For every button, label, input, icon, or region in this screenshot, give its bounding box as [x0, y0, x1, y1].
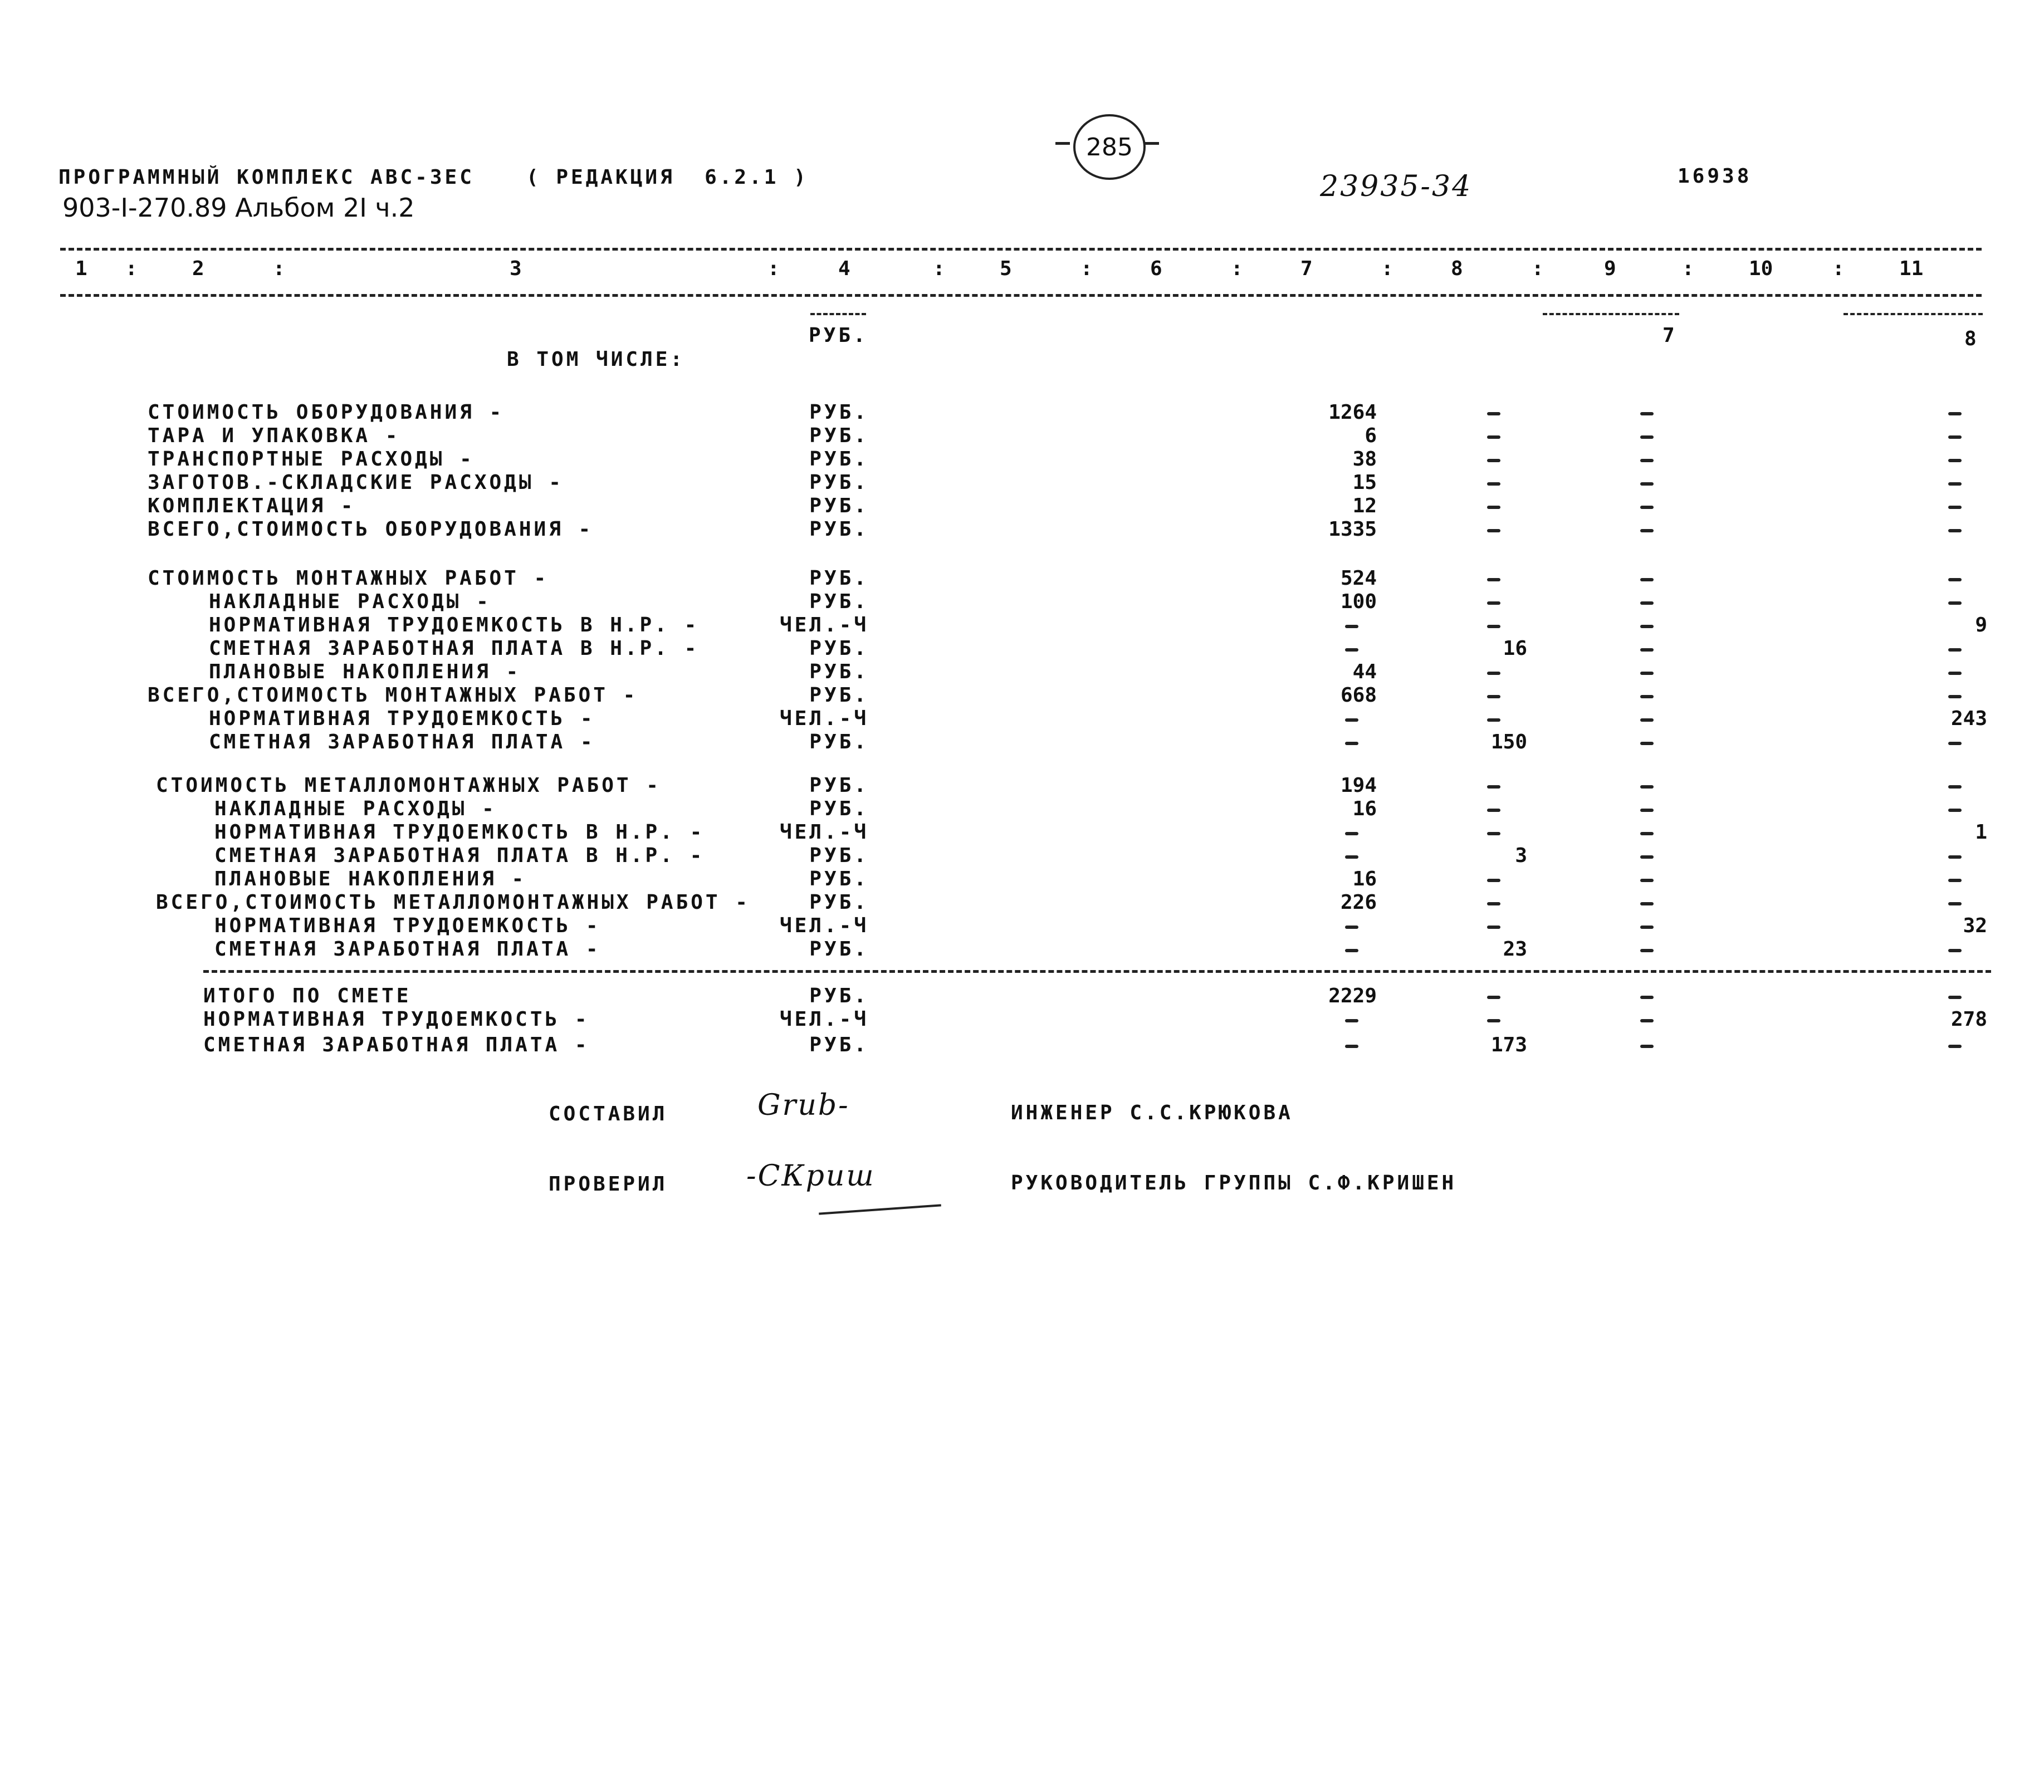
cell-c7: 16 [1352, 868, 1377, 890]
section-label: В ТОМ ЧИСЛЕ: [507, 348, 686, 371]
header-rule-bottom [60, 294, 1982, 297]
cell-c8-dash [1487, 902, 1500, 905]
column-number-7: 7 [1300, 257, 1313, 280]
row-unit: ЧЕЛ.-Ч [779, 1008, 869, 1031]
cell-c11-dash [1948, 695, 1962, 698]
row-label: СТОИМОСТЬ ОБОРУДОВАНИЯ - [148, 401, 505, 424]
row-unit: РУБ. [809, 868, 869, 890]
cell-c11: 278 [1950, 1008, 1987, 1031]
cell-c7: 194 [1340, 774, 1377, 797]
column-separator: : [273, 257, 285, 280]
handwritten-code: 23935-34 [1320, 170, 1473, 203]
page-number: 285 [1086, 133, 1133, 161]
cell-c11-dash [1948, 785, 1962, 789]
cell-c11-dash [1948, 601, 1962, 605]
cell-c8-dash [1487, 832, 1500, 835]
column-number-6: 6 [1150, 257, 1162, 280]
row-label: СМЕТНАЯ ЗАРАБОТНАЯ ПЛАТА В Н.Р. - [209, 637, 700, 660]
cell-c11-dash [1948, 435, 1962, 439]
column-separator: : [1532, 257, 1544, 280]
row-label: НАКЛАДНЫЕ РАСХОДЫ - [214, 797, 497, 820]
cell-c8: 150 [1490, 731, 1527, 753]
cell-c7: 15 [1352, 471, 1377, 494]
cell-c8-dash [1487, 672, 1500, 675]
cell-c11: 243 [1950, 707, 1987, 730]
cell-c7: 100 [1340, 590, 1377, 613]
row-unit: ЧЕЛ.-Ч [779, 821, 869, 844]
col9-underline [1543, 313, 1679, 315]
column-separator: : [1682, 257, 1694, 280]
program-name: ПРОГРАММНЫЙ КОМПЛЕКС АВС-3ЕС [58, 166, 475, 189]
row-unit: РУБ. [809, 938, 869, 961]
row-label: ПЛАНОВЫЕ НАКОПЛЕНИЯ - [209, 660, 521, 683]
cell-c8: 3 [1515, 844, 1527, 867]
cell-c11-dash [1948, 949, 1962, 952]
cell-c11-dash [1948, 482, 1962, 486]
row-label: ПЛАНОВЫЕ НАКОПЛЕНИЯ - [214, 868, 527, 890]
column-separator: : [1231, 257, 1243, 280]
row-unit: ЧЕЛ.-Ч [779, 707, 869, 730]
cell-c9-dash [1640, 695, 1654, 698]
cell-c9-dash [1640, 672, 1654, 675]
cell-c11-dash [1948, 529, 1962, 532]
column-separator: : [1381, 257, 1393, 280]
cell-c9-dash [1640, 742, 1654, 745]
row-unit: РУБ. [809, 985, 869, 1007]
cell-c7: 1264 [1328, 401, 1377, 424]
cell-c11-dash [1948, 1045, 1962, 1048]
cell-c7-dash [1345, 1045, 1358, 1048]
cell-c8-dash [1487, 412, 1500, 415]
column-separator: : [1832, 257, 1845, 280]
compiled-signature: Grub- [757, 1089, 850, 1122]
cell-c9-dash [1640, 578, 1654, 581]
cell-c7: 6 [1365, 424, 1377, 447]
cell-c8: 23 [1503, 938, 1527, 961]
column-number-5: 5 [1000, 257, 1012, 280]
row-unit: РУБ. [809, 567, 869, 590]
cell-c9-dash [1640, 435, 1654, 439]
cell-c8-dash [1487, 809, 1500, 812]
cell-c8-dash [1487, 879, 1500, 882]
row-label: КОМПЛЕКТАЦИЯ - [148, 494, 356, 517]
column-number-10: 10 [1749, 257, 1773, 280]
cell-c8-dash [1487, 625, 1500, 628]
top-row-col9: 7 [1662, 324, 1675, 347]
cell-c11: 32 [1963, 914, 1987, 937]
cell-c9-dash [1640, 996, 1654, 999]
cell-c11-dash [1948, 672, 1962, 675]
row-label: ТРАНСПОРТНЫЕ РАСХОДЫ - [148, 448, 475, 471]
cell-c7-dash [1345, 926, 1358, 929]
cell-c11-dash [1948, 648, 1962, 652]
cell-c8: 16 [1503, 637, 1527, 660]
row-label: ВСЕГО,СТОИМОСТЬ ОБОРУДОВАНИЯ - [148, 518, 594, 541]
row-label: СМЕТНАЯ ЗАРАБОТНАЯ ПЛАТА - [214, 938, 601, 961]
cell-c7: 524 [1340, 567, 1377, 590]
cell-c9-dash [1640, 785, 1654, 789]
row-unit: РУБ. [809, 518, 869, 541]
row-label: ВСЕГО,СТОИМОСТЬ МОНТАЖНЫХ РАБОТ - [148, 684, 638, 707]
cell-c8-dash [1487, 435, 1500, 439]
row-label: ВСЕГО,СТОИМОСТЬ МЕТАЛЛОМОНТАЖНЫХ РАБОТ - [156, 891, 750, 914]
row-unit: РУБ. [809, 684, 869, 707]
row-label: ТАРА И УПАКОВКА - [148, 424, 400, 447]
row-unit: РУБ. [809, 637, 869, 660]
cell-c11-dash [1948, 996, 1962, 999]
doc-number: 16938 [1678, 165, 1752, 188]
cell-c9-dash [1640, 506, 1654, 509]
col11-underline [1843, 313, 1983, 315]
cell-c11: 1 [1975, 821, 1987, 844]
column-number-3: 3 [510, 257, 522, 280]
cell-c9-dash [1640, 902, 1654, 905]
cell-c9-dash [1640, 529, 1654, 532]
row-unit: РУБ. [809, 660, 869, 683]
row-unit: РУБ. [809, 424, 869, 447]
cell-c11-dash [1948, 879, 1962, 882]
column-separator: : [125, 257, 138, 280]
row-label: ИТОГО ПО СМЕТЕ [203, 985, 412, 1007]
stamp-dash-left [1055, 142, 1070, 145]
row-label: СТОИМОСТЬ МОНТАЖНЫХ РАБОТ - [148, 567, 549, 590]
column-number-11: 11 [1899, 257, 1924, 280]
cell-c7-dash [1345, 832, 1358, 835]
signature-flourish [819, 1204, 941, 1215]
column-number-4: 4 [838, 257, 850, 280]
cell-c8-dash [1487, 695, 1500, 698]
cell-c7-dash [1345, 949, 1358, 952]
row-label: СМЕТНАЯ ЗАРАБОТНАЯ ПЛАТА В Н.Р. - [214, 844, 705, 867]
row-label: НОРМАТИВНАЯ ТРУДОЕМКОСТЬ - [214, 914, 601, 937]
cell-c8-dash [1487, 482, 1500, 486]
cell-c7-dash [1345, 648, 1358, 652]
cell-c9-dash [1640, 949, 1654, 952]
cell-c11-dash [1948, 506, 1962, 509]
column-separator: : [767, 257, 780, 280]
column-number-2: 2 [192, 257, 204, 280]
top-row-unit: РУБ. [809, 324, 868, 347]
row-unit: РУБ. [809, 471, 869, 494]
row-unit: РУБ. [809, 401, 869, 424]
cell-c9-dash [1640, 855, 1654, 859]
row-unit: РУБ. [809, 891, 869, 914]
cell-c8-dash [1487, 601, 1500, 605]
cell-c11-dash [1948, 855, 1962, 859]
cell-c9-dash [1640, 809, 1654, 812]
top-row-col11: 8 [1964, 327, 1977, 350]
cell-c7: 2229 [1328, 985, 1377, 1007]
cell-c9-dash [1640, 718, 1654, 722]
row-label: СТОИМОСТЬ МЕТАЛЛОМОНТАЖНЫХ РАБОТ - [156, 774, 661, 797]
cell-c9-dash [1640, 601, 1654, 605]
cell-c7-dash [1345, 855, 1358, 859]
row-unit: ЧЕЛ.-Ч [779, 914, 869, 937]
cell-c8-dash [1487, 785, 1500, 789]
row-unit: РУБ. [809, 494, 869, 517]
row-unit: РУБ. [809, 448, 869, 471]
cell-c9-dash [1640, 625, 1654, 628]
column-number-8: 8 [1451, 257, 1463, 280]
row-label: СМЕТНАЯ ЗАРАБОТНАЯ ПЛАТА - [209, 731, 595, 753]
row-label: НОРМАТИВНАЯ ТРУДОЕМКОСТЬ - [203, 1008, 590, 1031]
cell-c7: 38 [1352, 448, 1377, 471]
cell-c8-dash [1487, 506, 1500, 509]
checked-label: ПРОВЕРИЛ [549, 1173, 668, 1196]
cell-c9-dash [1640, 879, 1654, 882]
row-unit: ЧЕЛ.-Ч [779, 614, 869, 636]
cell-c8-dash [1487, 529, 1500, 532]
checked-by: РУКОВОДИТЕЛЬ ГРУППЫ С.Ф.КРИШЕН [1011, 1172, 1457, 1194]
col4-underline [810, 313, 866, 315]
row-unit: РУБ. [809, 731, 869, 753]
cell-c9-dash [1640, 482, 1654, 486]
cell-c7-dash [1345, 625, 1358, 628]
cell-c7: 668 [1340, 684, 1377, 707]
row-unit: РУБ. [809, 797, 869, 820]
cell-c8-dash [1487, 926, 1500, 929]
cell-c11-dash [1948, 809, 1962, 812]
compiled-by: ИНЖЕНЕР С.С.КРЮКОВА [1011, 1101, 1293, 1124]
checked-signature: -СКриш [746, 1159, 876, 1193]
cell-c9-dash [1640, 1045, 1654, 1048]
column-separator: : [1080, 257, 1093, 280]
cell-c9-dash [1640, 459, 1654, 462]
cell-c8-dash [1487, 578, 1500, 581]
page-number-stamp [1073, 114, 1146, 180]
cell-c7-dash [1345, 1019, 1358, 1022]
cell-c7: 226 [1340, 891, 1377, 914]
column-number-9: 9 [1604, 257, 1616, 280]
row-label: НОРМАТИВНАЯ ТРУДОЕМКОСТЬ В Н.Р. - [214, 821, 705, 844]
cell-c11-dash [1948, 578, 1962, 581]
cell-c7: 1335 [1328, 518, 1377, 541]
cell-c11: 9 [1975, 614, 1987, 636]
cell-c9-dash [1640, 648, 1654, 652]
row-unit: РУБ. [809, 774, 869, 797]
cell-c11-dash [1948, 902, 1962, 905]
edition-label: ( РЕДАКЦИЯ 6.2.1 ) [526, 166, 809, 189]
column-separator: : [933, 257, 945, 280]
cell-c7: 16 [1352, 797, 1377, 820]
compiled-label: СОСТАВИЛ [549, 1103, 668, 1125]
cell-c7-dash [1345, 742, 1358, 745]
cell-c11-dash [1948, 742, 1962, 745]
cell-c8-dash [1487, 459, 1500, 462]
row-label: СМЕТНАЯ ЗАРАБОТНАЯ ПЛАТА - [203, 1034, 590, 1056]
cell-c11-dash [1948, 459, 1962, 462]
column-number-1: 1 [75, 257, 87, 280]
cell-c8-dash [1487, 996, 1500, 999]
cell-c7-dash [1345, 718, 1358, 722]
cell-c9-dash [1640, 926, 1654, 929]
cell-c9-dash [1640, 832, 1654, 835]
cell-c8-dash [1487, 718, 1500, 722]
header-rule-top [60, 248, 1982, 251]
cell-c7: 12 [1352, 494, 1377, 517]
row-label: НОРМАТИВНАЯ ТРУДОЕМКОСТЬ - [209, 707, 595, 730]
cell-c8: 173 [1490, 1034, 1527, 1056]
album-reference: 903-I-270.89 Альбом 2I ч.2 [62, 193, 415, 223]
row-unit: РУБ. [809, 590, 869, 613]
cell-c7: 44 [1352, 660, 1377, 683]
row-label: НАКЛАДНЫЕ РАСХОДЫ - [209, 590, 491, 613]
cell-c9-dash [1640, 412, 1654, 415]
row-unit: РУБ. [809, 844, 869, 867]
row-label: НОРМАТИВНАЯ ТРУДОЕМКОСТЬ В Н.Р. - [209, 614, 700, 636]
stamp-dash-right [1145, 142, 1159, 145]
totals-rule [203, 970, 1991, 973]
cell-c8-dash [1487, 1019, 1500, 1022]
row-unit: РУБ. [809, 1034, 869, 1056]
cell-c9-dash [1640, 1019, 1654, 1022]
row-label: ЗАГОТОВ.-СКЛАДСКИЕ РАСХОДЫ - [148, 471, 564, 494]
cell-c11-dash [1948, 412, 1962, 415]
